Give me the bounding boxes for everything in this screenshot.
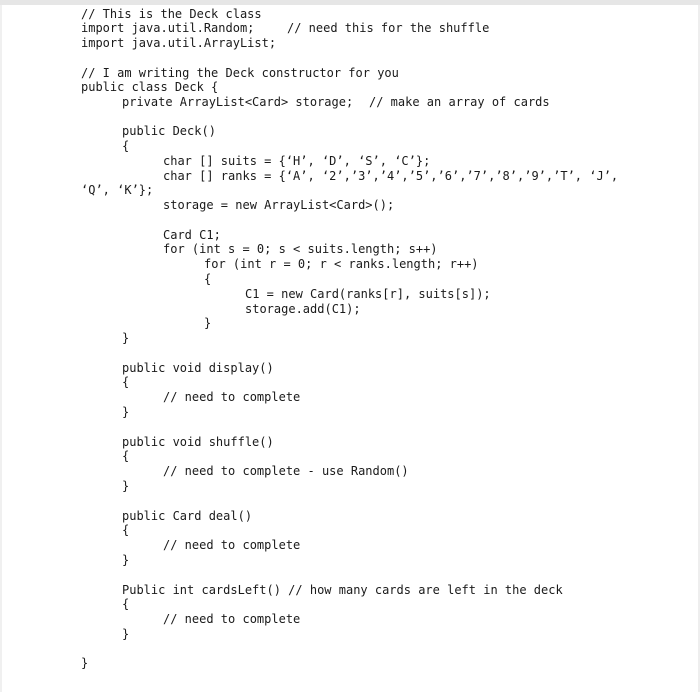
code-line-11: char [] suits = {‘H’, ‘D’, ‘S’, ‘C’}; — [163, 154, 431, 168]
code-line-27: // need to complete — [163, 390, 301, 404]
code-line-41: { — [122, 597, 130, 611]
code-line-43: } — [122, 627, 130, 641]
code-line-9: public Deck() — [122, 124, 216, 138]
code-line-26: { — [122, 375, 130, 389]
code-line-38: } — [122, 553, 130, 567]
code-line-18: for (int r = 0; r < ranks.length; r++) — [204, 257, 479, 271]
code-comment-2: // need this for the shuffle — [287, 21, 490, 35]
code-line-37: // need to complete — [163, 538, 301, 552]
code-line-13: ‘Q’, ‘K’}; — [81, 183, 154, 197]
code-line-35: public Card deal() — [122, 509, 253, 523]
code-line-28: } — [122, 405, 130, 419]
code-line-10: { — [122, 139, 130, 153]
code-line-16: Card C1; — [163, 228, 221, 242]
code-line-6: public class Deck { — [81, 80, 219, 94]
code-line-25: public void display() — [122, 361, 274, 375]
code-line-33: } — [122, 479, 130, 493]
code-line-23: } — [122, 331, 130, 345]
code-line-36: { — [122, 523, 130, 537]
code-line-2: import java.util.Random; — [81, 21, 255, 35]
code-line-5: // I am writing the Deck constructor for you — [81, 66, 399, 80]
code-line-1: // This is the Deck class — [81, 7, 262, 21]
code-line-30: public void shuffle() — [122, 435, 274, 449]
code-line-42: // need to complete — [163, 612, 301, 626]
code-line-17: for (int s = 0; s < suits.length; s++) — [163, 242, 438, 256]
code-line-7: private ArrayList<Card> storage; — [122, 95, 354, 109]
code-line-32: // need to complete - use Random() — [163, 464, 409, 478]
code-line-21: storage.add(C1); — [245, 302, 361, 316]
code-line-3: import java.util.ArrayList; — [81, 36, 277, 50]
code-line-12: char [] ranks = {‘A’, ‘2’,’3’,’4’,’5’,’6’,’7’,’8’,’9’,’T’, ‘J’, — [163, 169, 619, 183]
code-line-22: } — [204, 316, 212, 330]
code-line-14: storage = new ArrayList<Card>(); — [163, 198, 395, 212]
code-line-40: Public int cardsLeft() // how many cards are left in the deck — [122, 583, 563, 597]
code-line-20: C1 = new Card(ranks[r], suits[s]); — [245, 287, 491, 301]
code-line-31: { — [122, 449, 130, 463]
code-comment-7: // make an array of cards — [369, 95, 550, 109]
code-line-45: } — [81, 656, 89, 670]
code-line-19: { — [204, 272, 212, 286]
